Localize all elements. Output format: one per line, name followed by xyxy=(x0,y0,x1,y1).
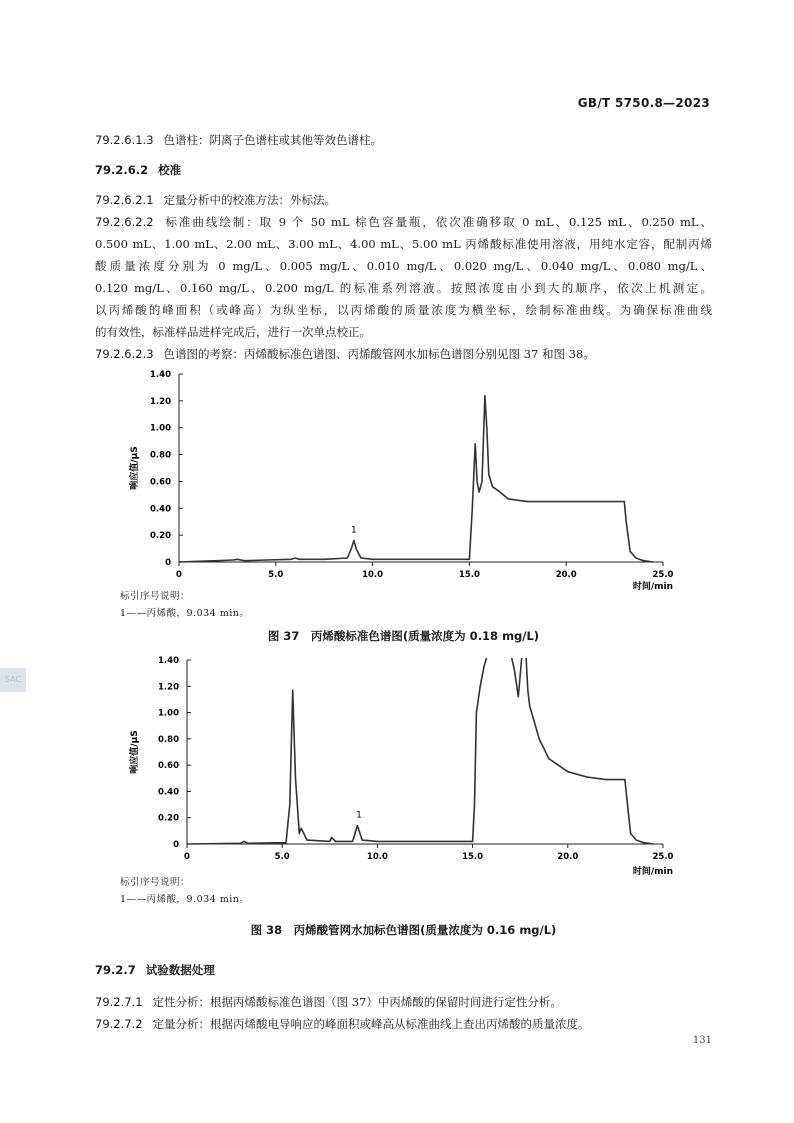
y-tick-label: 0.40 xyxy=(150,504,171,515)
peak-label: 1 xyxy=(356,810,362,821)
clause-79-2-7-2 xyxy=(95,1016,712,1032)
chart-figure-38 xyxy=(95,648,712,880)
clause-number: 79.2.6.2.3 xyxy=(95,347,154,361)
y-axis-label: 响应值/μS xyxy=(130,730,140,774)
y-tick-label: 1.20 xyxy=(158,682,179,693)
x-tick-label: 10.0 xyxy=(362,570,384,580)
y-tick-label: 1.20 xyxy=(150,396,171,407)
clause-text: 标准曲线绘制：取 9 个 50 mL 棕色容量瓶，依次准确移取 0 mL、0.125 mL、0.250 mL、 xyxy=(163,215,712,229)
y-tick-label: 0.20 xyxy=(158,813,179,824)
clause-text: 定性分析：根据丙烯酸标准色谱图（图 37）中丙烯酸的保留时间进行定性分析。 xyxy=(152,995,562,1009)
y-tick-label: 0 xyxy=(173,840,179,850)
legend-item: 1——丙烯酸，9.034 min。 xyxy=(120,894,250,905)
clause-text: 色谱图的考察：丙烯酸标准色谱图、丙烯酸管网水加标色谱图分别见图 37 和图 38。 xyxy=(163,347,595,361)
y-tick-label: 1.40 xyxy=(158,656,179,666)
clause-text: 色谱柱：阴离子色谱柱或其他等效色谱柱。 xyxy=(163,133,383,147)
y-tick-label: 1.00 xyxy=(150,423,171,434)
y-tick-label: 0.60 xyxy=(158,761,179,772)
figure-38-caption: 图 38 丙烯酸管网水加标色谱图(质量浓度为 0.16 mg/L) xyxy=(250,923,557,937)
x-tick-label: 20.0 xyxy=(555,570,577,580)
clause-79-2-6-2-2-line-3: 酸质量浓度分别为 0 mg/L、0.005 mg/L、0.010 mg/L、0.020 mg/L、0.040 mg/L、0.080 mg/L、 xyxy=(95,259,712,273)
legend-title: 标引序号说明： xyxy=(120,877,191,888)
y-tick-label: 0.20 xyxy=(150,531,171,542)
heading-79-2-6-2 xyxy=(95,162,712,178)
clause-number: 79.2.7.1 xyxy=(95,995,143,1009)
y-tick-label: 0 xyxy=(165,558,171,568)
figure-37-caption: 图 37 丙烯酸标准色谱图(质量浓度为 0.18 mg/L) xyxy=(267,629,540,643)
x-tick-label: 15.0 xyxy=(462,852,484,862)
heading-number: 79.2.6.2 xyxy=(95,163,149,177)
clause-79-2-6-2-2-line-5: 以丙烯酸的峰面积（或峰高）为纵坐标，以丙烯酸的质量浓度为横坐标，绘制标准曲线。为确保标准曲线 xyxy=(95,303,712,317)
legend-title: 标引序号说明： xyxy=(120,591,191,602)
y-tick-label: 0.80 xyxy=(158,734,179,745)
clause-number: 79.2.6.2.2 xyxy=(95,215,154,229)
y-tick-label: 0.60 xyxy=(150,477,171,488)
standard-code: GB/T 5750.8—2023 xyxy=(577,96,710,110)
clause-79-2-7-1 xyxy=(95,994,712,1010)
x-tick-label: 15.0 xyxy=(458,570,480,580)
y-tick-label: 1.00 xyxy=(158,708,179,719)
clause-79-2-6-2-1 xyxy=(95,192,712,208)
y-tick-label: 0.40 xyxy=(158,787,179,798)
x-tick-label: 0 xyxy=(184,852,190,862)
x-tick-label: 25.0 xyxy=(652,852,674,862)
clause-number: 79.2.7.2 xyxy=(95,1017,143,1031)
clause-number: 79.2.6.2.1 xyxy=(95,193,154,207)
x-tick-label: 5.0 xyxy=(274,852,290,862)
clause-text: 定量分析中的校准方法：外标法。 xyxy=(163,193,337,207)
y-axis-label: 响应值/μS xyxy=(130,446,140,490)
clause-text: 定量分析：根据丙烯酸电导响应的峰面积或峰高从标准曲线上查出丙烯酸的质量浓度。 xyxy=(152,1017,590,1031)
page-number: 131 xyxy=(692,1035,712,1046)
clause-79-2-6-1-3 xyxy=(95,132,712,148)
heading-title: 校准 xyxy=(158,163,182,177)
x-tick-label: 0 xyxy=(176,570,182,580)
x-tick-label: 10.0 xyxy=(366,852,388,862)
heading-number: 79.2.7 xyxy=(95,963,136,977)
clause-79-2-6-2-3 xyxy=(95,346,712,362)
clause-79-2-6-2-2-line-6: 的有效性，标准样品进样完成后，进行一次单点校正。 xyxy=(95,325,371,339)
clause-79-2-6-2-2-line-2: 0.500 mL、1.00 mL、2.00 mL、3.00 mL、4.00 mL、5.00 mL 丙烯酸标准使用溶液，用纯水定容，配制丙烯 xyxy=(95,237,712,251)
heading-79-2-7 xyxy=(95,962,712,978)
x-tick-label: 20.0 xyxy=(557,852,579,862)
chromatogram-line xyxy=(179,396,653,563)
y-tick-label: 0.80 xyxy=(150,450,171,461)
peak-label: 1 xyxy=(351,525,357,536)
x-tick-label: 5.0 xyxy=(268,570,284,580)
chromatogram-line xyxy=(187,653,654,844)
x-tick-label: 25.0 xyxy=(652,570,674,580)
x-axis-label: 时间/min xyxy=(632,867,673,877)
side-watermark: SAC xyxy=(0,668,26,692)
x-axis-label: 时间/min xyxy=(632,582,673,592)
y-tick-label: 1.40 xyxy=(150,370,171,380)
clause-number: 79.2.6.1.3 xyxy=(95,133,154,147)
clause-79-2-6-2-2-line-4: 0.120 mg/L、0.160 mg/L、0.200 mg/L 的标准系列溶液。按照浓度由小到大的顺序，依次上机测定。 xyxy=(95,281,712,295)
chart-figure-37 xyxy=(95,362,712,594)
legend-item: 1——丙烯酸，9.034 min。 xyxy=(120,608,250,619)
clause-79-2-6-2-2-line-1 xyxy=(95,214,712,230)
heading-title: 试验数据处理 xyxy=(145,963,215,977)
